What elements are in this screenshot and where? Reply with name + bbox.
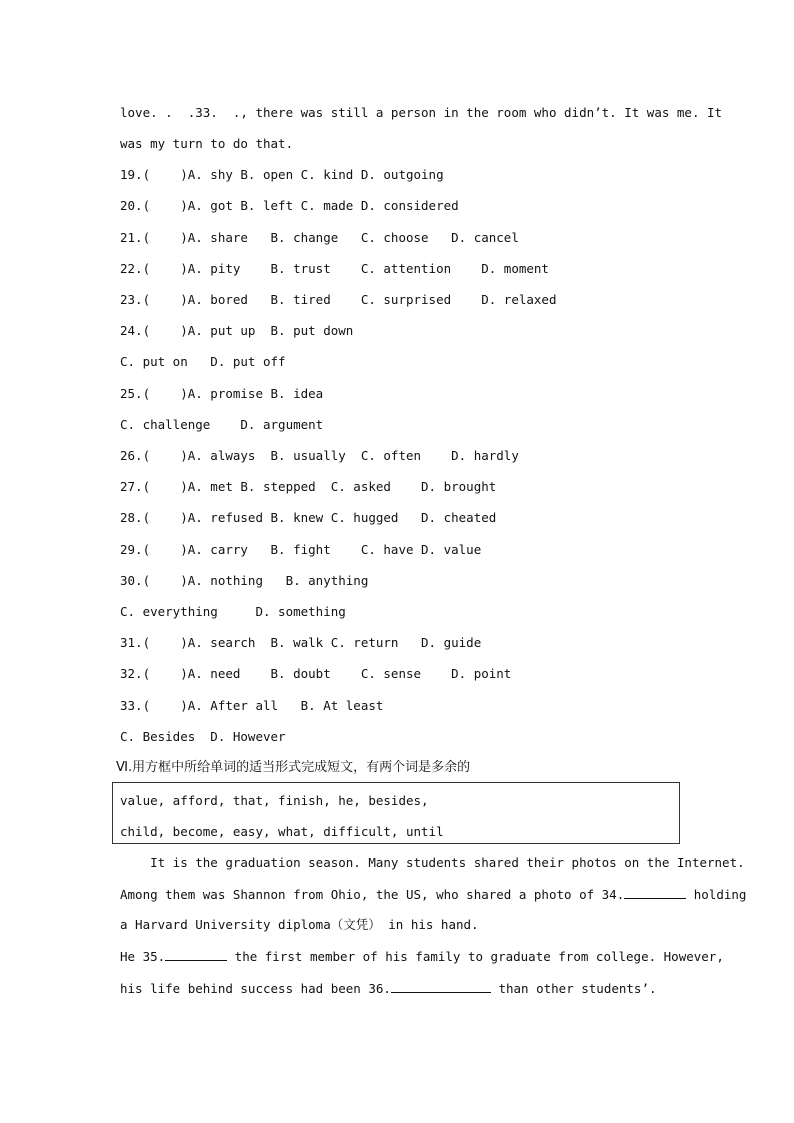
passage-line-5-text-b: than other students’. — [490, 981, 657, 996]
question-30: 30.( )A. nothing B. anything — [120, 573, 369, 588]
question-33: 33.( )A. After all B. At least — [120, 698, 384, 713]
blank-36[interactable] — [391, 980, 491, 993]
question-30-options-cont: C. everything D. something — [120, 604, 346, 619]
passage-line-2-text-a: Among them was Shannon from Ohio, the US, who shared a photo of 34. — [120, 887, 625, 902]
question-32: 32.( )A. need B. doubt C. sense D. point — [120, 666, 512, 681]
passage-line-3: a Harvard University diploma（文凭） in his hand. — [120, 917, 479, 932]
question-19: 19.( )A. shy B. open C. kind D. outgoing — [120, 167, 444, 182]
question-23: 23.( )A. bored B. tired C. surprised D. relaxed — [120, 292, 557, 307]
passage-line-5 — [120, 980, 657, 997]
word-bank-line-1: value, afford, that, finish, he, besides, — [120, 793, 429, 808]
question-29: 29.( )A. carry B. fight C. have D. value — [120, 542, 482, 557]
question-26: 26.( )A. always B. usually C. often D. hardly — [120, 448, 519, 463]
question-31: 31.( )A. search B. walk C. return D. guide — [120, 635, 482, 650]
question-24: 24.( )A. put up B. put down — [120, 323, 354, 338]
question-33-options-cont: C. Besides D. However — [120, 729, 286, 744]
passage-line-5-text-a: his life behind success had been 36. — [120, 981, 391, 996]
question-27: 27.( )A. met B. stepped C. asked D. brought — [120, 479, 497, 494]
blank-34[interactable] — [624, 886, 686, 899]
question-20: 20.( )A. got B. left C. made D. considered — [120, 198, 459, 213]
question-24-options-cont: C. put on D. put off — [120, 354, 286, 369]
question-21: 21.( )A. share B. change C. choose D. cancel — [120, 230, 519, 245]
passage-line-4-text-b: the first member of his family to graduate from college. However, — [227, 949, 724, 964]
blank-35[interactable] — [165, 948, 227, 961]
passage-line-4 — [120, 948, 724, 965]
passage-line-2-text-b: holding — [686, 887, 747, 902]
word-bank-box — [112, 782, 680, 844]
question-25-options-cont: C. challenge D. argument — [120, 417, 324, 432]
passage-paragraph-1: It is the graduation season. Many students shared their photos on the Internet. — [120, 855, 745, 870]
question-22: 22.( )A. pity B. trust C. attention D. moment — [120, 261, 549, 276]
question-25: 25.( )A. promise B. idea — [120, 386, 324, 401]
word-bank-line-2: child, become, easy, what, difficult, until — [120, 824, 444, 839]
passage-line-2 — [120, 886, 746, 903]
section-6-heading: Ⅵ.用方框中所给单词的适当形式完成短文，有两个词是多余的 — [116, 760, 471, 775]
passage-tail-line-1: love. . .33. ., there was still a person in the room who didn’t. It was me. It — [120, 105, 723, 120]
question-28: 28.( )A. refused B. knew C. hugged D. cheated — [120, 510, 497, 525]
passage-line-4-text-a: He 35. — [120, 949, 166, 964]
passage-tail-line-2: was my turn to do that. — [120, 136, 294, 151]
